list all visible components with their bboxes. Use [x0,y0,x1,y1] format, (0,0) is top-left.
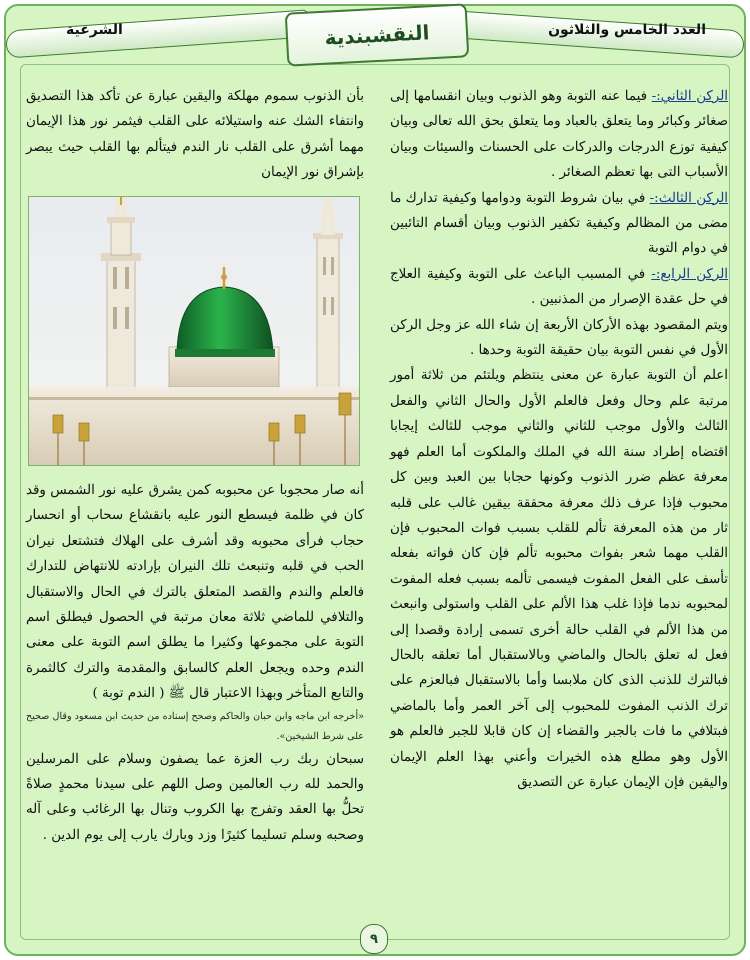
issue-label: العدد الخامس والثلاثون [548,22,706,38]
paragraph-pillar-four [390,262,728,313]
paragraph-pillar-three [390,186,728,262]
pillar-four-heading: الركن الرابع:- [651,266,728,282]
closing-supplication: سبحان ربك رب العزة عما يصفون وسلام على المرسلين والحمد لله رب العالمين وصل اللهم على سيدنا محمدٍ صلاةً تحلُّ بها العقد وتفرج بها الكروب وتنال بها الرغائب وعلى آله وصحبه وسلم تسليما كثيرًا وزد وبارك يارب إلى يوم الدين . [26,751,364,843]
magazine-title: النقشبندية [324,20,430,50]
pillar-two-heading: الركن الثاني:- [651,89,728,104]
left-column-bottom [26,478,364,848]
left-column-top [26,84,364,186]
page-number: ٩ [360,924,388,954]
pillar-two-text: فيما عنه التوبة وهو الذنوب وبيان انقسامها إلى صغائر وكبائر وما يتعلق بالعباد وما يتعلق بحق الله تعالى وبيان كيفية توزع الدرجات والدركات على الحسنات والسيئات وبيان الأسباب التى بها تعظم الصغائر . [390,89,728,181]
hadith-citation: «أخرجه ابن ماجه وابن حبان والحاكم وصحح إسناده من حديث ابن مسعود وقال صحيح على شرط الشيخين». [26,710,364,742]
paragraph-faith: بأن الذنوب سموم مهلكة واليقين عبارة عن تأكد هذا التصديق وانتفاء الشك عنه واستيلائه على القلب فيثمر نور هذا الإيمان مهما أشرق على القلب نار الندم فيتألم بها القلب حيث يبصر بإشراق نور الإيمان [26,89,364,181]
pillar-three-heading: الركن الثالث:- [649,190,728,206]
paragraph-veil: أنه صار محجوبا عن محبوبه كمن يشرق عليه نور الشمس وقد كان في ظلمة فيسطع النور عليه بانقشاع سحاب أو انحسار حجاب فرأى محبوبه وقد أشرف على الهلاك فتشتعل نيران الحب في قلبه وتنبعث تلك النيران بإرادته للانتهاض للتدارك فالعلم والندم والقصد المتعلق بالترك في الحال والاستقبال والتلافي للماضي ثلاثة معان مرتبة في الحصول فيطلق اسم التوبة على مجموعها وكثيرا ما يطلق اسم التوبة على معنى الندم وحده ويجعل العلم كالسابق والمقدمة والترك كالثمرة والتابع المتأخر وبهذا الاعتبار قال ﷺ ( الندم توبة ) [26,483,364,702]
paragraph-intent: ويتم المقصود بهذه الأركان الأربعة إن شاء الله عز وجل الركن الأول في نفس التوبة بيان حقيقة التوبة وحدها . [390,317,728,359]
mosque-photo [28,196,360,466]
paragraph-pillar-two [390,84,728,186]
section-label: الشرعية [66,22,123,38]
paragraph-repentance-definition: اعلم أن التوبة عبارة عن معنى ينتظم ويلتئم من ثلاثة أمور مرتبة علم وحال وفعل فالعلم الأول والحال الثاني والفعل الثالث والأول موجب للثاني والثاني موجب للثالث إيجابا اقتضاه إطراد سنة الله في الملك والملكوت أما العلم فهو معرفة عظم ضرر الذنوب وكونها حجابا بين العبد وبين كل محبوب فإذا عرف ذلك معرفة محققة بيقين غالب على قلبه ثار من هذه المعرفة تألم للقلب بسبب فوات المحبوب فإن القلب مهما شعر بفوات محبوبه تألم فإن كان فواته بفعله تأسف على الفعل المفوت فيسمى تألمه بسبب فعله المفوت لمحبوبه ندما فإذا غلب هذا الألم على القلب واستولى وانبعث من هذا الألم في القلب حالة أخرى تسمى إرادة وقصدا إلى فعل له تعلق بالحال والماضي وبالاستقبال أما تعلقه بالحال فبالترك للذنب الذى كان ملابسا وأما بالاستقبال فبالعزم على ترك الذنب المفوت للمحبوب إلى آخر العمر وأما بالماضي فبتلافي ما فات بالجبر والقضاء إن كان قابلا للجبر فالعلم هو الأول وهو مطلع هذه الخيرات وأعني بهذا العلم الإيمان واليقين فإن الإيمان عبارة عن التصديق [390,368,728,790]
pillar-three-text: في بيان شروط التوبة ودوامها وكيفية تدارك ما مضى من المظالم وكيفية تكفير الذنوب وبيان أقسام التائبين في دوام التوبة [390,190,728,257]
magazine-title-banner [285,3,470,66]
right-column [390,84,728,795]
pillar-four-text: في المسبب الباعث على التوبة وكيفية العلاج في حل عقدة الإصرار من المذنبين . [390,266,728,308]
